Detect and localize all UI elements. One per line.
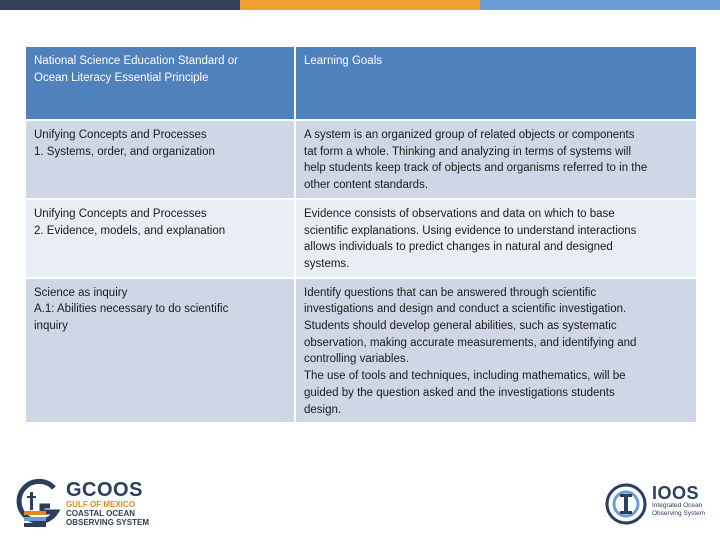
ioos-subtitle-line: Observing System [652,509,706,517]
accent-bar-dark-segment [0,0,240,10]
gcoos-logo-icon [16,478,62,530]
ioos-title: IOOS [652,483,700,503]
cell-text-line: investigations and design and conduct a scientific investigation. [304,303,627,316]
cell-text-line: systems. [304,257,350,270]
ioos-logo-icon [604,482,648,526]
cell-text-line: inquiry [34,320,68,333]
ioos-logo [604,482,714,528]
learning-goal-cell [295,120,697,199]
cell-text-line: observation, making accurate measurements, and identifying and [304,336,637,349]
cell-text-line: scientific explanations. Using evidence to understand interactions [304,224,637,237]
cell-text-line: Evidence consists of observations and data on which to base [304,207,615,220]
cell-text-line: design. [304,403,342,416]
cell-text-line: allows individuals to predict changes in natural and designed [304,241,613,254]
learning-goal-cell [295,278,697,424]
cell-text-line: guided by the question asked and the investigations students [304,386,615,399]
cell-text-line: controlling variables. [304,353,409,366]
cell-text-line: A.1: Abilities necessary to do scientific [34,303,229,316]
cell-text-line: Identify questions that can be answered through scientific [304,286,597,299]
gcoos-title: GCOOS [66,479,143,501]
top-accent-bar [0,0,720,10]
accent-bar-blue-segment [480,0,720,10]
accent-bar-orange-segment [240,0,480,10]
standard-cell [25,278,295,424]
cell-text-line: A system is an organized group of related objects or components [304,129,635,141]
cell-text-line: help students keep track of objects and organisms referred to in the [304,162,648,175]
header-standard-cell [25,46,295,120]
cell-text-line: Students should develop general abilities, such as systematic [304,320,617,333]
learning-goal-cell [295,199,697,278]
gcoos-logo [16,478,156,530]
table-row [25,278,697,424]
gcoos-subtitle-line: COASTAL OCEAN [66,509,136,518]
gcoos-subtitle-line: GULF OF MEXICO [66,500,135,509]
header-text-line: Ocean Literacy Essential Principle [34,71,209,84]
header-text-line: Learning Goals [304,55,382,67]
table-row [25,199,697,278]
header-text-line: National Science Education Standard or [34,55,238,67]
gcoos-subtitle-line: OBSERVING SYSTEM [66,518,149,527]
header-goals-cell [295,46,697,120]
standard-cell [25,199,295,278]
cell-text-line: 2. Evidence, models, and explanation [34,224,226,237]
standard-cell [25,120,295,199]
cell-text-line: Unifying Concepts and Processes [34,207,207,220]
cell-text-line: tat form a whole. Thinking and analyzing in terms of systems will [304,145,632,158]
table-row [25,120,697,199]
cell-text-line: 1. Systems, order, and organization [34,145,215,158]
standards-table [24,45,698,424]
table-header-row [25,46,697,120]
cell-text-line: The use of tools and techniques, including mathematics, will be [304,370,626,383]
cell-text-line: Unifying Concepts and Processes [34,129,207,141]
ioos-subtitle-line: Integrated Ocean [652,502,703,509]
cell-text-line: other content standards. [304,179,429,192]
cell-text-line: Science as inquiry [34,286,128,299]
